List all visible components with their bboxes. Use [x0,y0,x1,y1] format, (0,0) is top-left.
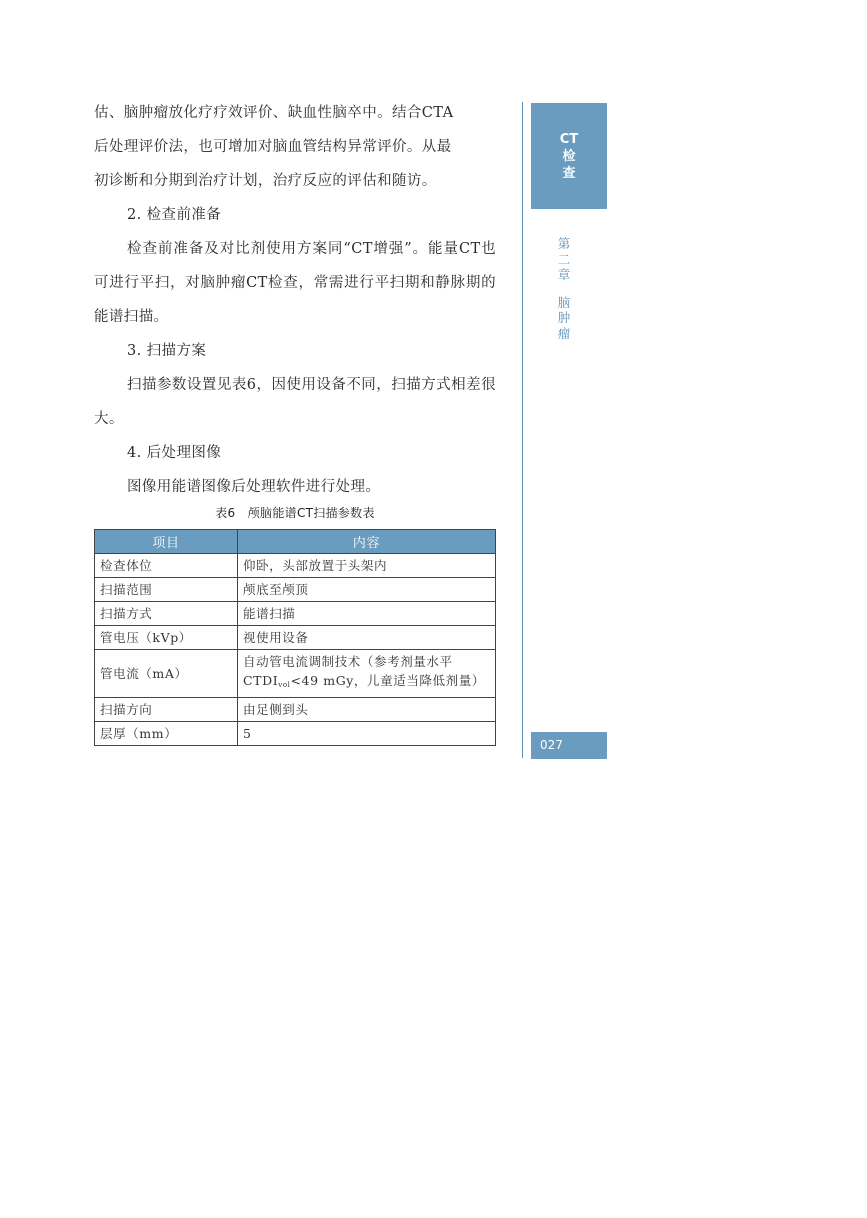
table-row [95,578,496,602]
cell-item: 扫描范围 [95,578,238,602]
cell-item: 检查体位 [95,554,238,578]
cell-content: 由足侧到头 [238,698,496,722]
table-row [95,626,496,650]
table-row [95,602,496,626]
chapter-label: 第 二 章 脑 肿 瘤 [557,236,571,341]
heading-4: 4. 后处理图像 [127,445,222,461]
cell-content [238,650,496,698]
page-number: 027 [540,738,563,752]
header-item: 项目 [95,530,238,554]
section-tab-label: CT 检 查 [559,132,579,181]
paragraph-2: 检查前准备及对比剂使用方案同“CT增强”。能量CT也可进行平扫，对脑肿瘤CT检查，常需进行平扫期和静脉期的能谱扫描。 [94,241,496,325]
table-row [95,554,496,578]
cell-item: 管电流（mA） [95,650,238,698]
cell-content: 能谱扫描 [238,602,496,626]
paragraph-1-line-1: 估、脑肿瘤放化疗疗效评价、缺血性脑卒中。结合CTA [94,105,454,121]
header-content: 内容 [238,530,496,554]
cell-content-line-1: 自动管电流调制技术（参考剂量水平 [243,654,453,669]
cell-content-line-2b: <49 mGy，儿童适当降低剂量） [290,673,485,688]
heading-2: 2. 检查前准备 [127,207,222,223]
table-header-row [95,530,496,554]
paragraph-4: 图像用能谱图像后处理软件进行处理。 [127,479,381,495]
cell-content: 颅底至颅顶 [238,578,496,602]
cell-content-subscript: vol [278,681,291,689]
paragraph-1-line-2: 后处理评价法，也可增加对脑血管结构异常评价。从最 [94,139,452,155]
cell-item: 扫描方向 [95,698,238,722]
page-number-tab [531,732,607,759]
table-caption: 表6 颅脑能谱CT扫描参数表 [215,506,375,520]
table-row [95,722,496,746]
cell-item: 管电压（kVp） [95,626,238,650]
cell-content: 5 [238,722,496,746]
cell-content: 视使用设备 [238,626,496,650]
body-text [94,96,496,504]
paragraph-1-line-3: 初诊断和分期到治疗计划，治疗反应的评估和随访。 [94,173,437,189]
sidebar-rule [522,102,523,758]
cell-content-line-2a: CTDI [243,673,279,688]
table-row [95,650,496,698]
paragraph-3: 扫描参数设置见表6，因使用设备不同，扫描方式相差很大。 [94,377,496,427]
cell-content: 仰卧，头部放置于头架内 [238,554,496,578]
parameter-table [94,529,496,746]
heading-3: 3. 扫描方案 [127,343,207,359]
section-tab [531,103,607,209]
cell-item: 层厚（mm） [95,722,238,746]
table-row [95,698,496,722]
cell-item: 扫描方式 [95,602,238,626]
